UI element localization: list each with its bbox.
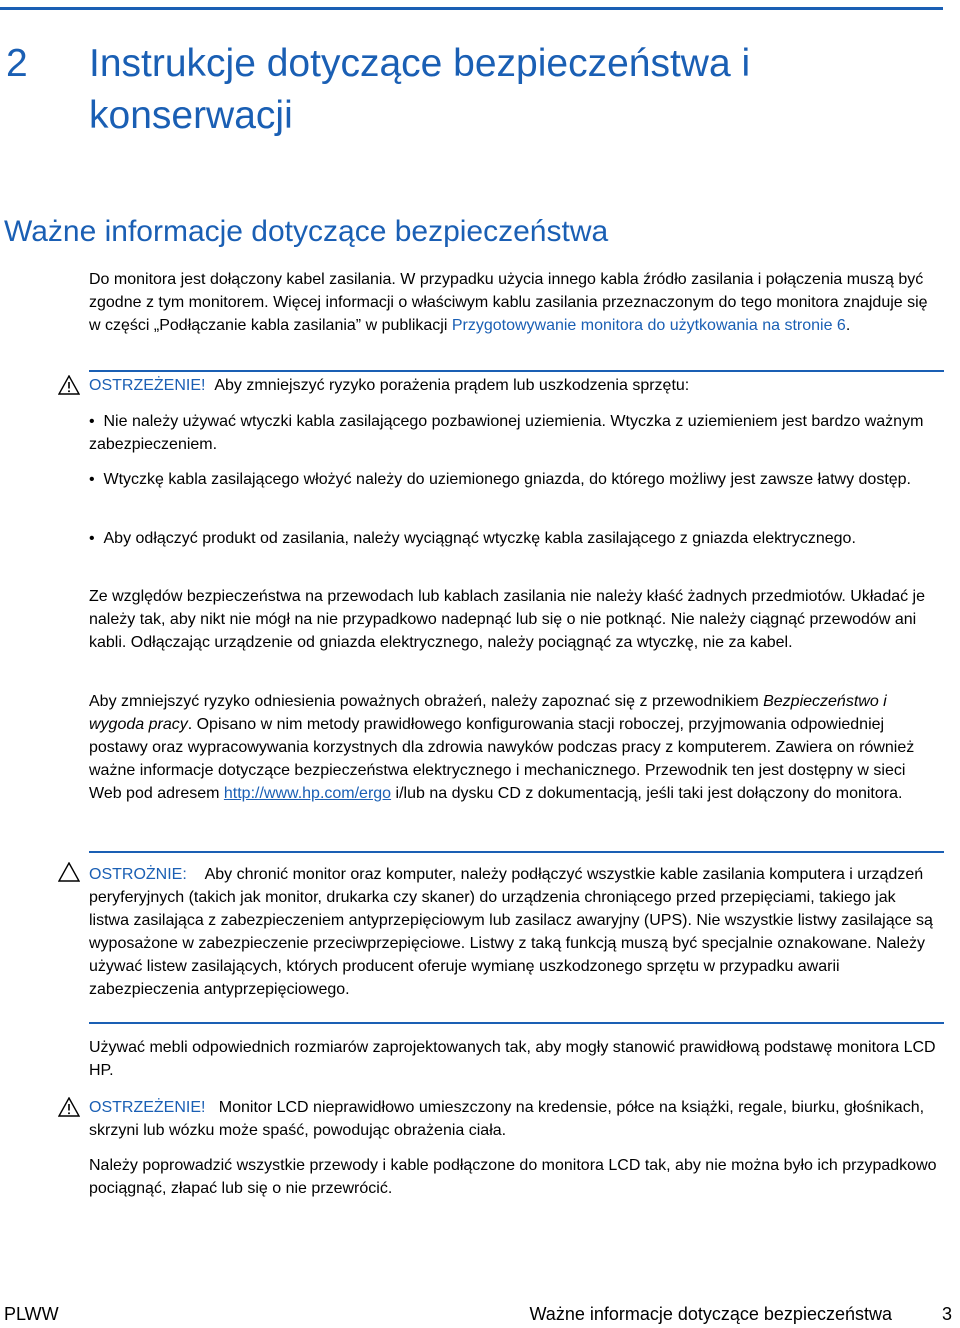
intro-paragraph bbox=[89, 268, 939, 337]
intro-text: Do monitora jest dołączony kabel zasilania. W przypadku użycia innego kabla źródło zasilania i połączenia muszą być zgodne z tym monitorem. Więcej informacji o właściwym kablu zasilania przeznaczonym do tego monitora znajduje się w części „Podłączanie kabla zasilania” w publikacji bbox=[89, 271, 928, 334]
cables-paragraph: Należy poprowadzić wszystkie przewody i kable podłączone do monitora LCD tak, aby nie można było ich przypadkowo pociągnąć, złapać lub się o nie przewrócić. bbox=[89, 1157, 937, 1197]
warning1-top-rule bbox=[89, 370, 944, 372]
caution-label: OSTROŻNIE: bbox=[89, 866, 187, 883]
intro-link[interactable]: Przygotowywanie monitora do użytkowania na stronie 6 bbox=[451, 317, 846, 334]
warning2-label: OSTRZEŻENIE! bbox=[89, 1099, 206, 1116]
list-item: • Nie należy używać wtyczki kabla zasilającego pozbawionej uziemienia. Wtyczka z uziemieniem jest bardzo ważnym zabezpieczeniem. bbox=[89, 413, 924, 453]
caution-bottom-rule bbox=[89, 1022, 944, 1024]
ergo-url-link[interactable]: http://www.hp.com/ergo bbox=[223, 785, 392, 802]
footer-title: Ważne informacje dotyczące bezpieczeństwa bbox=[529, 1304, 892, 1324]
warning2-paragraph bbox=[89, 1096, 939, 1142]
cable-safety-paragraph: Ze względów bezpieczeństwa na przewodach lub kablach zasilania nie należy kłaść żadnych przedmiotów. Układać je należy tak, aby nikt nie mógł na nie przypadkowo nadepnąć lub się o nie potknąć. Nie należy ciągnąć przewodów ani kabli. Odłączając urządzenie od gniazda elektrycznego, należy pociągnąć za wtyczkę, nie za kabel. bbox=[89, 588, 926, 651]
warning1-text: Aby zmniejszyć ryzyko porażenia prądem lub uszkodzenia sprzętu: bbox=[214, 377, 690, 394]
caution-icon bbox=[58, 862, 80, 882]
section-title: Ważne informacje dotyczące bezpieczeństwa bbox=[4, 215, 609, 248]
caution-paragraph bbox=[89, 863, 939, 1001]
footer-left: PLWW bbox=[4, 1304, 59, 1324]
ergo-paragraph: Aby zmniejszyć ryzyko odniesienia poważnych obrażeń, należy zapoznać się z przewodnikiem Bezpieczeństwo i wygoda pracy. Opisano w nim metody prawidłowego konfigurowania stacji roboczej, przyjmowania odpowiedniej postawy oraz wypracowywania korzystnych dla zdrowia nawyków podczas pracy z komputerem. Zawiera on również ważne informacje dotyczące bezpieczeństwa elektrycznego i mechanicznego. Przewodnik ten jest dostępny w sieci Web pod adresem http://www.hp.com/ergo i/lub na dysku CD z dokumentacją, jeśli taki jest dołączony do monitora. bbox=[89, 693, 915, 802]
header-rule bbox=[0, 7, 943, 10]
guide-title: Bezpieczeństwo i wygoda pracy bbox=[89, 693, 887, 733]
warning1-label: OSTRZEŻENIE! bbox=[89, 377, 206, 394]
chapter-number: 2 bbox=[6, 42, 28, 85]
warning1-line bbox=[89, 374, 939, 397]
warning-icon bbox=[58, 1097, 80, 1117]
warning1-bottom-rule bbox=[89, 851, 944, 853]
page-number: 3 bbox=[941, 1304, 952, 1324]
intro-text-end: . bbox=[845, 317, 851, 334]
chapter-title: Instrukcje dotyczące bezpieczeństwa i konserwacji bbox=[89, 42, 751, 137]
caution-text: Aby chronić monitor oraz komputer, należy podłączyć wszystkie kable zasilania komputera i urządzeń peryferyjnych (takich jak monitor, drukarka czy skaner) do urządzenia chroniącego przed przepięciami, takiego jak listwa zasilająca z zabezpieczeniem antyprzepięciowym lub zasilacz awaryjny (UPS). Nie wszystkie listwy zasilające są wyposażone w zabezpieczenie przeciwprzepięciowe. Listwy z taką funkcją muszą być specjalnie oznakowane. Należy używać listew zasilających, których producent oferuje wymianę uszkodzonego sprzętu w przypadku awarii zabezpieczenia antyprzepięciowego. bbox=[89, 866, 933, 998]
list-item: • Aby odłączyć produkt od zasilania, należy wyciągnąć wtyczkę kabla zasilającego z gniazda elektrycznego. bbox=[89, 530, 856, 547]
furniture-paragraph: Używać mebli odpowiednich rozmiarów zaprojektowanych tak, aby mogły stanowić prawidłową podstawę monitora LCD HP. bbox=[89, 1039, 936, 1079]
warning-icon bbox=[58, 375, 80, 395]
list-item: • Wtyczkę kabla zasilającego włożyć należy do uziemionego gniazda, do którego możliwy jest zawsze łatwy dostęp. bbox=[89, 471, 911, 488]
warning2-text: Monitor LCD nieprawidłowo umieszczony na kredensie, półce na książki, regale, biurku, głośnikach, skrzyni lub wózku może spaść, powodując obrażenia ciała. bbox=[89, 1099, 925, 1139]
